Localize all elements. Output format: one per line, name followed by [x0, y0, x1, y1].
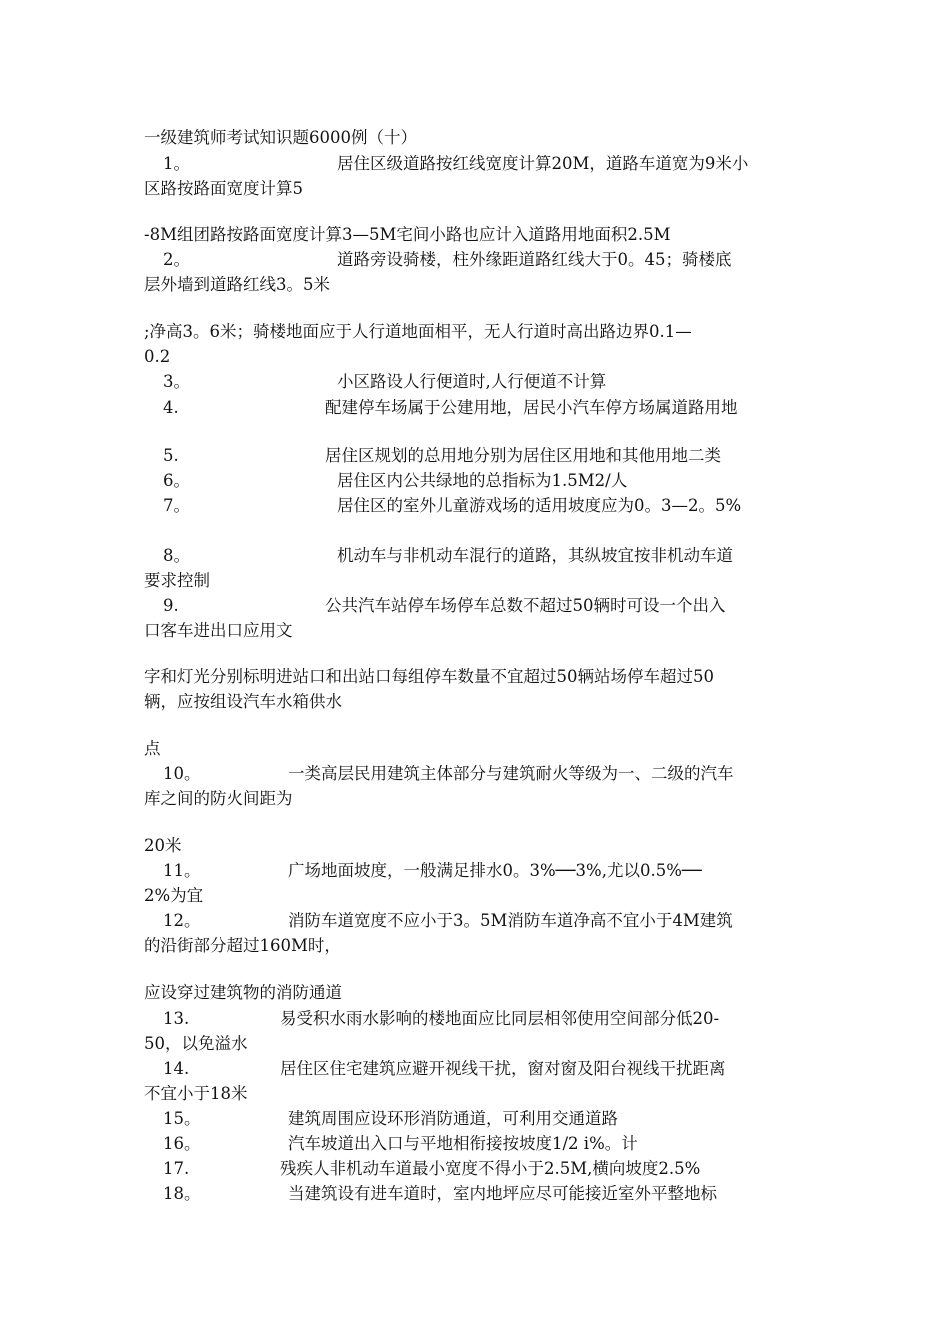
item-text: 汽车坡道出入口与平地相衔接按坡度1/2 i%。计 — [288, 1134, 638, 1153]
item-text: 广场地面坡度，一般满足排水0。3%──3%,尤以0.5%── — [288, 861, 702, 880]
item-text: 公共汽车站停车场停车总数不超过50辆时可设一个出入 — [325, 596, 726, 615]
item-text: 区路按路面宽度计算5 — [144, 179, 303, 198]
item-text: -8M组团路按路面宽度计算3—5M宅间小路也应计入道路用地面积2.5M — [144, 225, 671, 244]
item-number: 13. — [163, 1009, 190, 1028]
item-number: 11。 — [163, 861, 201, 880]
document-title: 一级建筑师考试知识题6000例（十） — [144, 128, 417, 147]
item-text: 机动车与非机动车混行的道路，其纵坡宜按非机动车道 — [337, 546, 733, 565]
item-text: 居住区住宅建筑应避开视线干扰，窗对窗及阳台视线干扰距离 — [280, 1059, 726, 1078]
item-number: 16。 — [163, 1134, 201, 1153]
item-text: 要求控制 — [144, 571, 210, 590]
item-text: 应设穿过建筑物的消防通道 — [144, 983, 342, 1002]
item-number: 9. — [163, 596, 179, 615]
item-number: 18。 — [163, 1184, 201, 1203]
item-text: 小区路设人行便道时,人行便道不计算 — [337, 372, 607, 391]
item-text: 口客车进出口应用文 — [144, 621, 293, 640]
item-text: 居住区的室外儿童游戏场的适用坡度应为0。3—2。5% — [337, 496, 742, 515]
item-number: 17. — [163, 1159, 190, 1178]
item-text: 一类高层民用建筑主体部分与建筑耐火等级为一、二级的汽车 — [288, 764, 734, 783]
item-number: 8。 — [163, 546, 190, 565]
item-number: 1。 — [163, 154, 190, 173]
item-text: 建筑周围应设环形消防通道，可利用交通道路 — [288, 1109, 618, 1128]
item-text: 消防车道宽度不应小于3。5M消防车道净高不宜小于4M建筑 — [288, 911, 733, 930]
item-text: 易受积水雨水影响的楼地面应比同层相邻使用空间部分低20- — [280, 1009, 720, 1028]
item-number: 12。 — [163, 911, 201, 930]
item-text: 残疾人非机动车道最小宽度不得小于2.5M,横向坡度2.5% — [280, 1159, 701, 1178]
item-number: 5. — [163, 446, 179, 465]
item-number: 7。 — [163, 496, 190, 515]
item-text: 点 — [144, 739, 161, 758]
item-text: 当建筑设有进车道时，室内地坪应尽可能接近室外平整地标 — [288, 1184, 717, 1203]
item-number: 15。 — [163, 1109, 201, 1128]
item-text: 辆，应按组设汽车水箱供水 — [144, 692, 342, 711]
item-text: 的沿街部分超过160M时， — [144, 936, 341, 955]
item-text: 配建停车场属于公建用地，居民小汽车停方场属道路用地 — [325, 398, 738, 417]
item-text: 居住区内公共绿地的总指标为1.5M2/人 — [337, 471, 628, 490]
item-text: 50，以免溢水 — [144, 1034, 248, 1053]
item-text: 0.2 — [144, 347, 171, 366]
item-text: 居住区级道路按红线宽度计算20M，道路车道宽为9米小 — [337, 154, 749, 173]
item-number: 3。 — [163, 372, 190, 391]
item-text: 层外墙到道路红线3。5米 — [144, 275, 330, 294]
item-number: 4. — [163, 398, 179, 417]
item-text: 不宜小于18米 — [144, 1084, 248, 1103]
item-text: 2%为宜 — [144, 886, 204, 905]
item-number: 2。 — [163, 250, 190, 269]
item-text: ;净高3。6米；骑楼地面应于人行道地面相平，无人行道时高出路边界0.1— — [144, 322, 692, 341]
item-text: 道路旁设骑楼，柱外缘距道路红线大于0。45；骑楼底 — [337, 250, 732, 269]
item-text: 20米 — [144, 836, 182, 855]
item-text: 库之间的防火间距为 — [144, 789, 293, 808]
item-text: 居住区规划的总用地分别为居住区用地和其他用地二类 — [325, 446, 721, 465]
item-number: 10。 — [163, 764, 201, 783]
item-text: 字和灯光分别标明进站口和出站口每组停车数量不宜超过50辆站场停车超过50 — [144, 667, 714, 686]
item-number: 6。 — [163, 471, 190, 490]
item-number: 14. — [163, 1059, 190, 1078]
